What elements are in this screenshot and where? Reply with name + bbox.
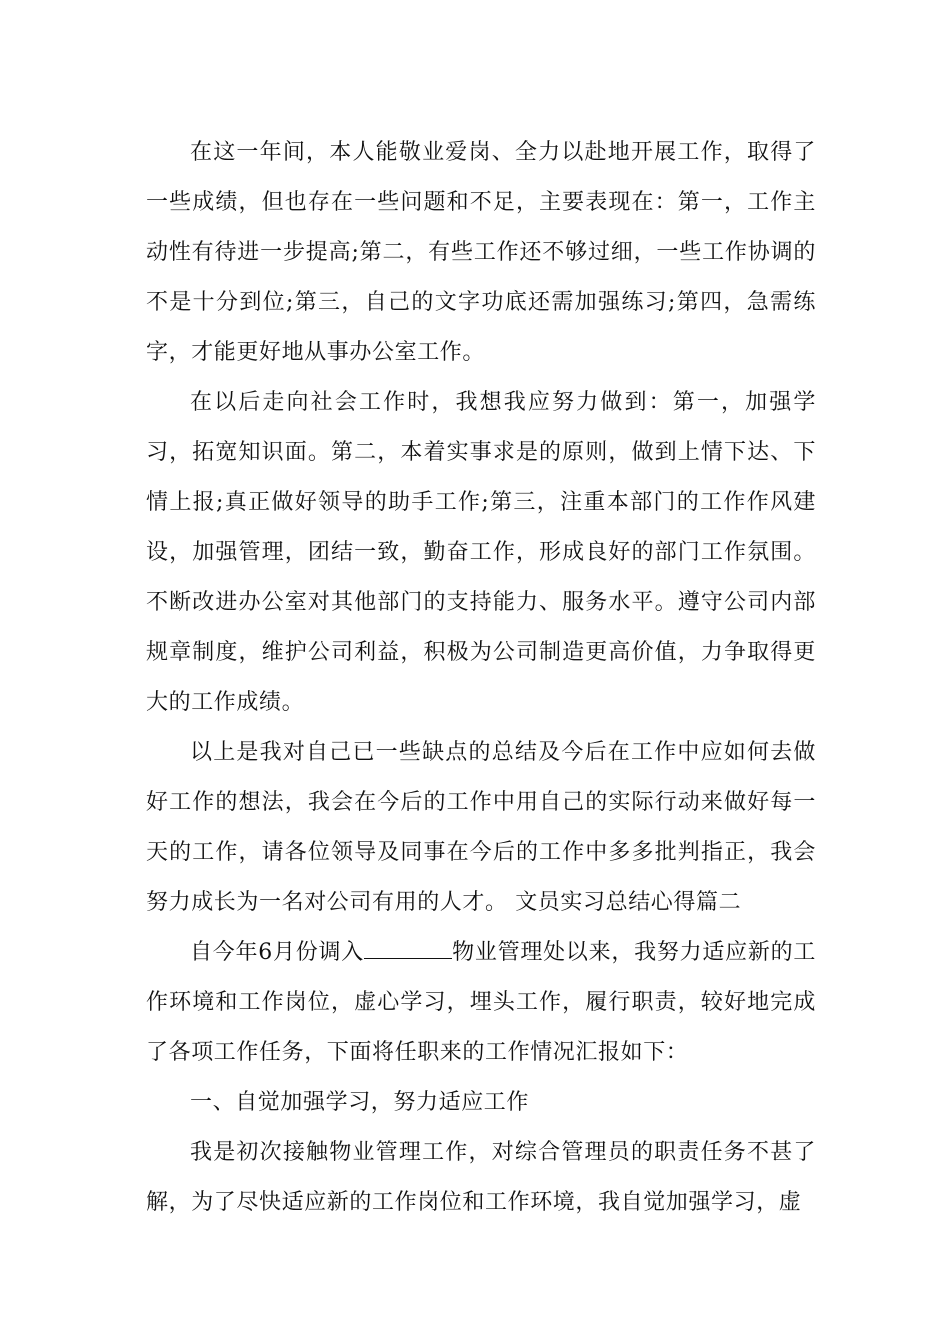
paragraph-learning: 我是初次接触物业管理工作，对综合管理员的职责任务不甚了解，为了尽快适应新的工作岗位和工作环境，我自觉加强学习，虚 bbox=[146, 1140, 816, 1215]
paragraph-intro-part-two bbox=[146, 928, 816, 1078]
section-heading-one: 一、自觉加强学习，努力适应工作 bbox=[190, 1090, 530, 1115]
intro-text-after-blank: 物业管理处以来，我努力适应新的工作环境和工作岗位，虚心学习，埋头工作，履行职责，较好地完成了各项工作任务，下面将任职来的工作情况汇报如下： bbox=[146, 940, 816, 1065]
intro-text-before-blank: 自今年6月份调入 bbox=[190, 940, 364, 965]
fill-in-blank bbox=[364, 938, 452, 959]
document-body bbox=[146, 128, 816, 1228]
paragraph-future-plan: 在以后走向社会工作时，我想我应努力做到：第一，加强学习，拓宽知识面。第二，本着实事求是的原则，做到上情下达、下情上报;真正做好领导的助手工作;第三，注重本部门的工作作风建设，加强管理，团结一致，勤奋工作，形成良好的部门工作氛围。不断改进办公室对其他部门的支持能力、服务水平。遵守公司内部规章制度，维护公司利益，积极为公司制造更高价值，力争取得更大的工作成绩。 bbox=[146, 390, 816, 715]
paragraph-conclusion: 以上是我对自己已一些缺点的总结及今后在工作中应如何去做好工作的想法，我会在今后的工作中用自己的实际行动来做好每一天的工作，请各位领导及同事在今后的工作中多多批判指正，我会努力成长为一名对公司有用的人才。 文员实习总结心得篇二 bbox=[146, 740, 816, 915]
paragraph-self-review: 在这一年间，本人能敬业爱岗、全力以赴地开展工作，取得了一些成绩，但也存在一些问题和不足，主要表现在：第一，工作主动性有待进一步提高;第二，有些工作还不够过细，一些工作协调的不是十分到位;第三，自己的文字功底还需加强练习;第四，急需练字，才能更好地从事办公室工作。 bbox=[146, 140, 816, 365]
